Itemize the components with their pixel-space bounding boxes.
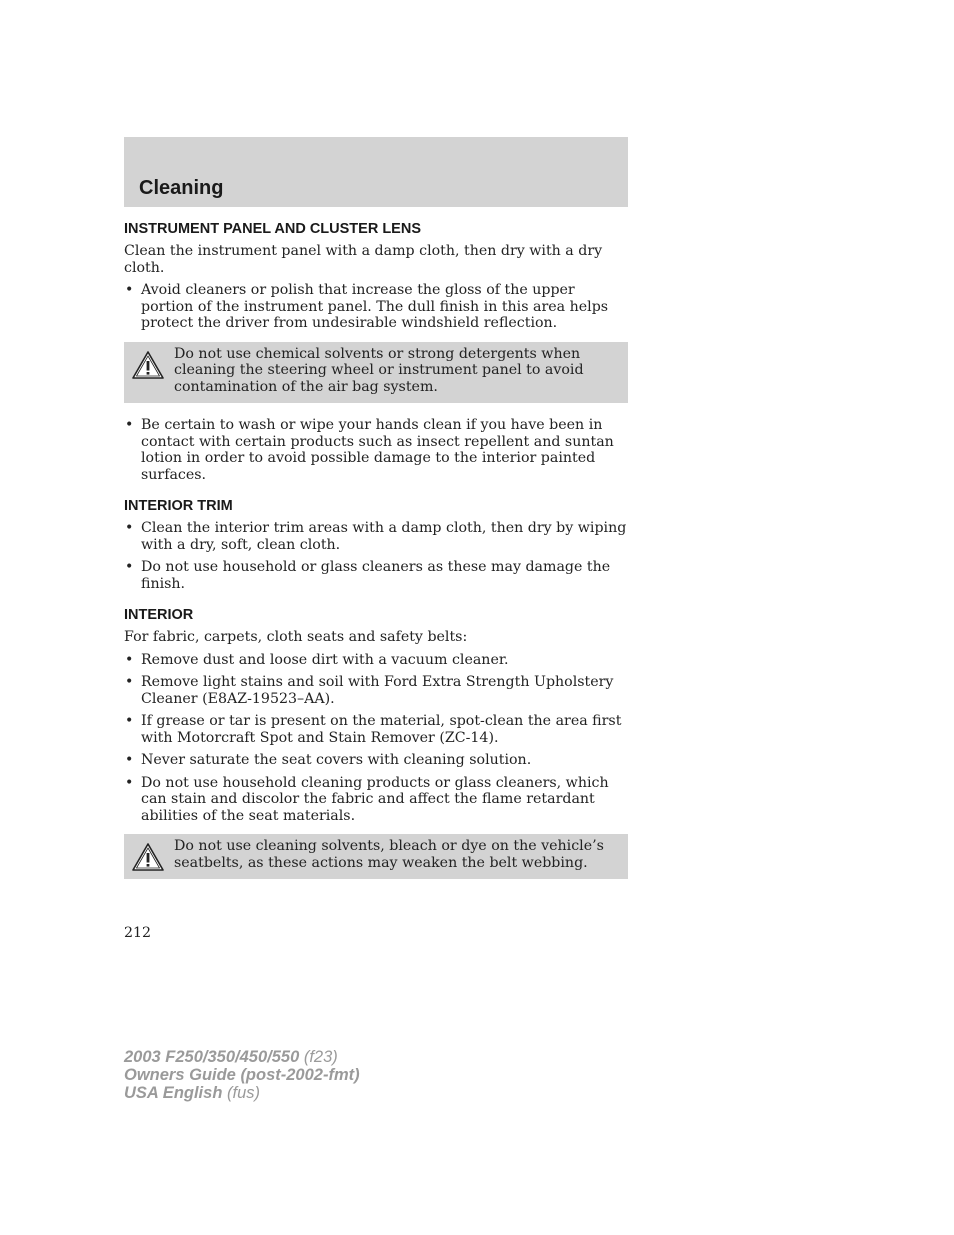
bullet-glyph: • [125,417,134,433]
heading-interior-trim: INTERIOR TRIM [124,498,233,514]
footer-language: USA English [124,1084,223,1102]
page-content [124,220,628,893]
section-header-bar [124,137,628,207]
bullet-glyph: • [125,282,134,298]
bullet-glyph: • [125,559,134,575]
interior-trim-list [124,520,628,592]
warning-triangle-icon [131,842,165,872]
list-item-text: Clean the interior trim areas with a damp cloth, then dry by wiping with a dry, soft, clean cloth. [141,520,627,553]
footer-line-2 [124,1066,360,1084]
list-item [124,282,628,332]
heading-interior: INTERIOR [124,607,194,623]
footer-language-code: (fus) [227,1084,260,1102]
list-item-text: Avoid cleaners or polish that increase the gloss of the upper portion of the instrument panel. The dull finish in this area helps protect the driver from undesirable windshield reflection. [141,282,609,331]
bullet-glyph: • [125,520,134,536]
footer-guide: Owners Guide (post-2002-fmt) [124,1066,360,1084]
list-item [124,417,628,483]
footer-line-1 [124,1048,360,1066]
footer-model-code: (f23) [303,1048,338,1066]
list-item-text: Never saturate the seat covers with cleaning solution. [141,752,532,768]
page-number: 212 [124,925,152,941]
list-item [124,520,628,553]
list-item-text: Do not use household or glass cleaners as these may damage the finish. [141,559,611,592]
bullet-glyph: • [125,752,134,768]
list-item-text: If grease or tar is present on the material, spot-clean the area first with Motorcraft Spot and Stain Remover (ZC-14). [141,713,622,746]
interior-section [124,606,628,879]
interior-trim-section [124,497,628,592]
list-item [124,674,628,707]
bullet-glyph: • [125,674,134,690]
footer-model: 2003 F250/350/450/550 [124,1048,300,1066]
instrument-bullet-list-2 [124,417,628,483]
instrument-bullet-list [124,282,628,332]
list-item [124,713,628,746]
document-footer [124,1048,360,1102]
list-item [124,652,628,669]
interior-intro: For fabric, carpets, cloth seats and safety belts: [124,629,468,645]
warning-text: Do not use chemical solvents or strong detergents when cleaning the steering wheel or instrument panel to avoid contamination of the air bag system. [174,345,584,395]
list-item-text: Remove dust and loose dirt with a vacuum cleaner. [141,651,509,668]
interior-list [124,652,628,825]
warning-text: Do not use cleaning solvents, bleach or dye on the vehicle’s seatbelts, as these actions may weaken the belt webbing. [174,838,604,871]
warning-box-airbag [124,342,628,404]
bullet-glyph: • [125,651,134,668]
list-item [124,559,628,592]
list-item [124,752,628,769]
list-item-text: Be certain to wash or wipe your hands clean if you have been in contact with certain products such as insect repellent and suntan lotion in order to avoid possible damage to the interior painted surfaces. [141,417,614,483]
footer-line-3 [124,1084,360,1102]
warning-box-seatbelts [124,834,628,879]
section-title: Cleaning [139,177,224,199]
instrument-intro: Clean the instrument panel with a damp cloth, then dry with a dry cloth. [124,243,603,276]
list-item [124,775,628,825]
bullet-glyph: • [125,713,134,729]
bullet-glyph: • [125,774,134,791]
warning-triangle-icon [131,350,165,380]
heading-instrument-panel: INSTRUMENT PANEL AND CLUSTER LENS [124,221,421,237]
list-item-text: Do not use household cleaning products or glass cleaners, which can stain and discolor the fabric and affect the flame retardant abilities of the seat materials. [141,774,609,824]
list-item-text: Remove light stains and soil with Ford Extra Strength Upholstery Cleaner (E8AZ-19523–AA). [141,674,614,707]
